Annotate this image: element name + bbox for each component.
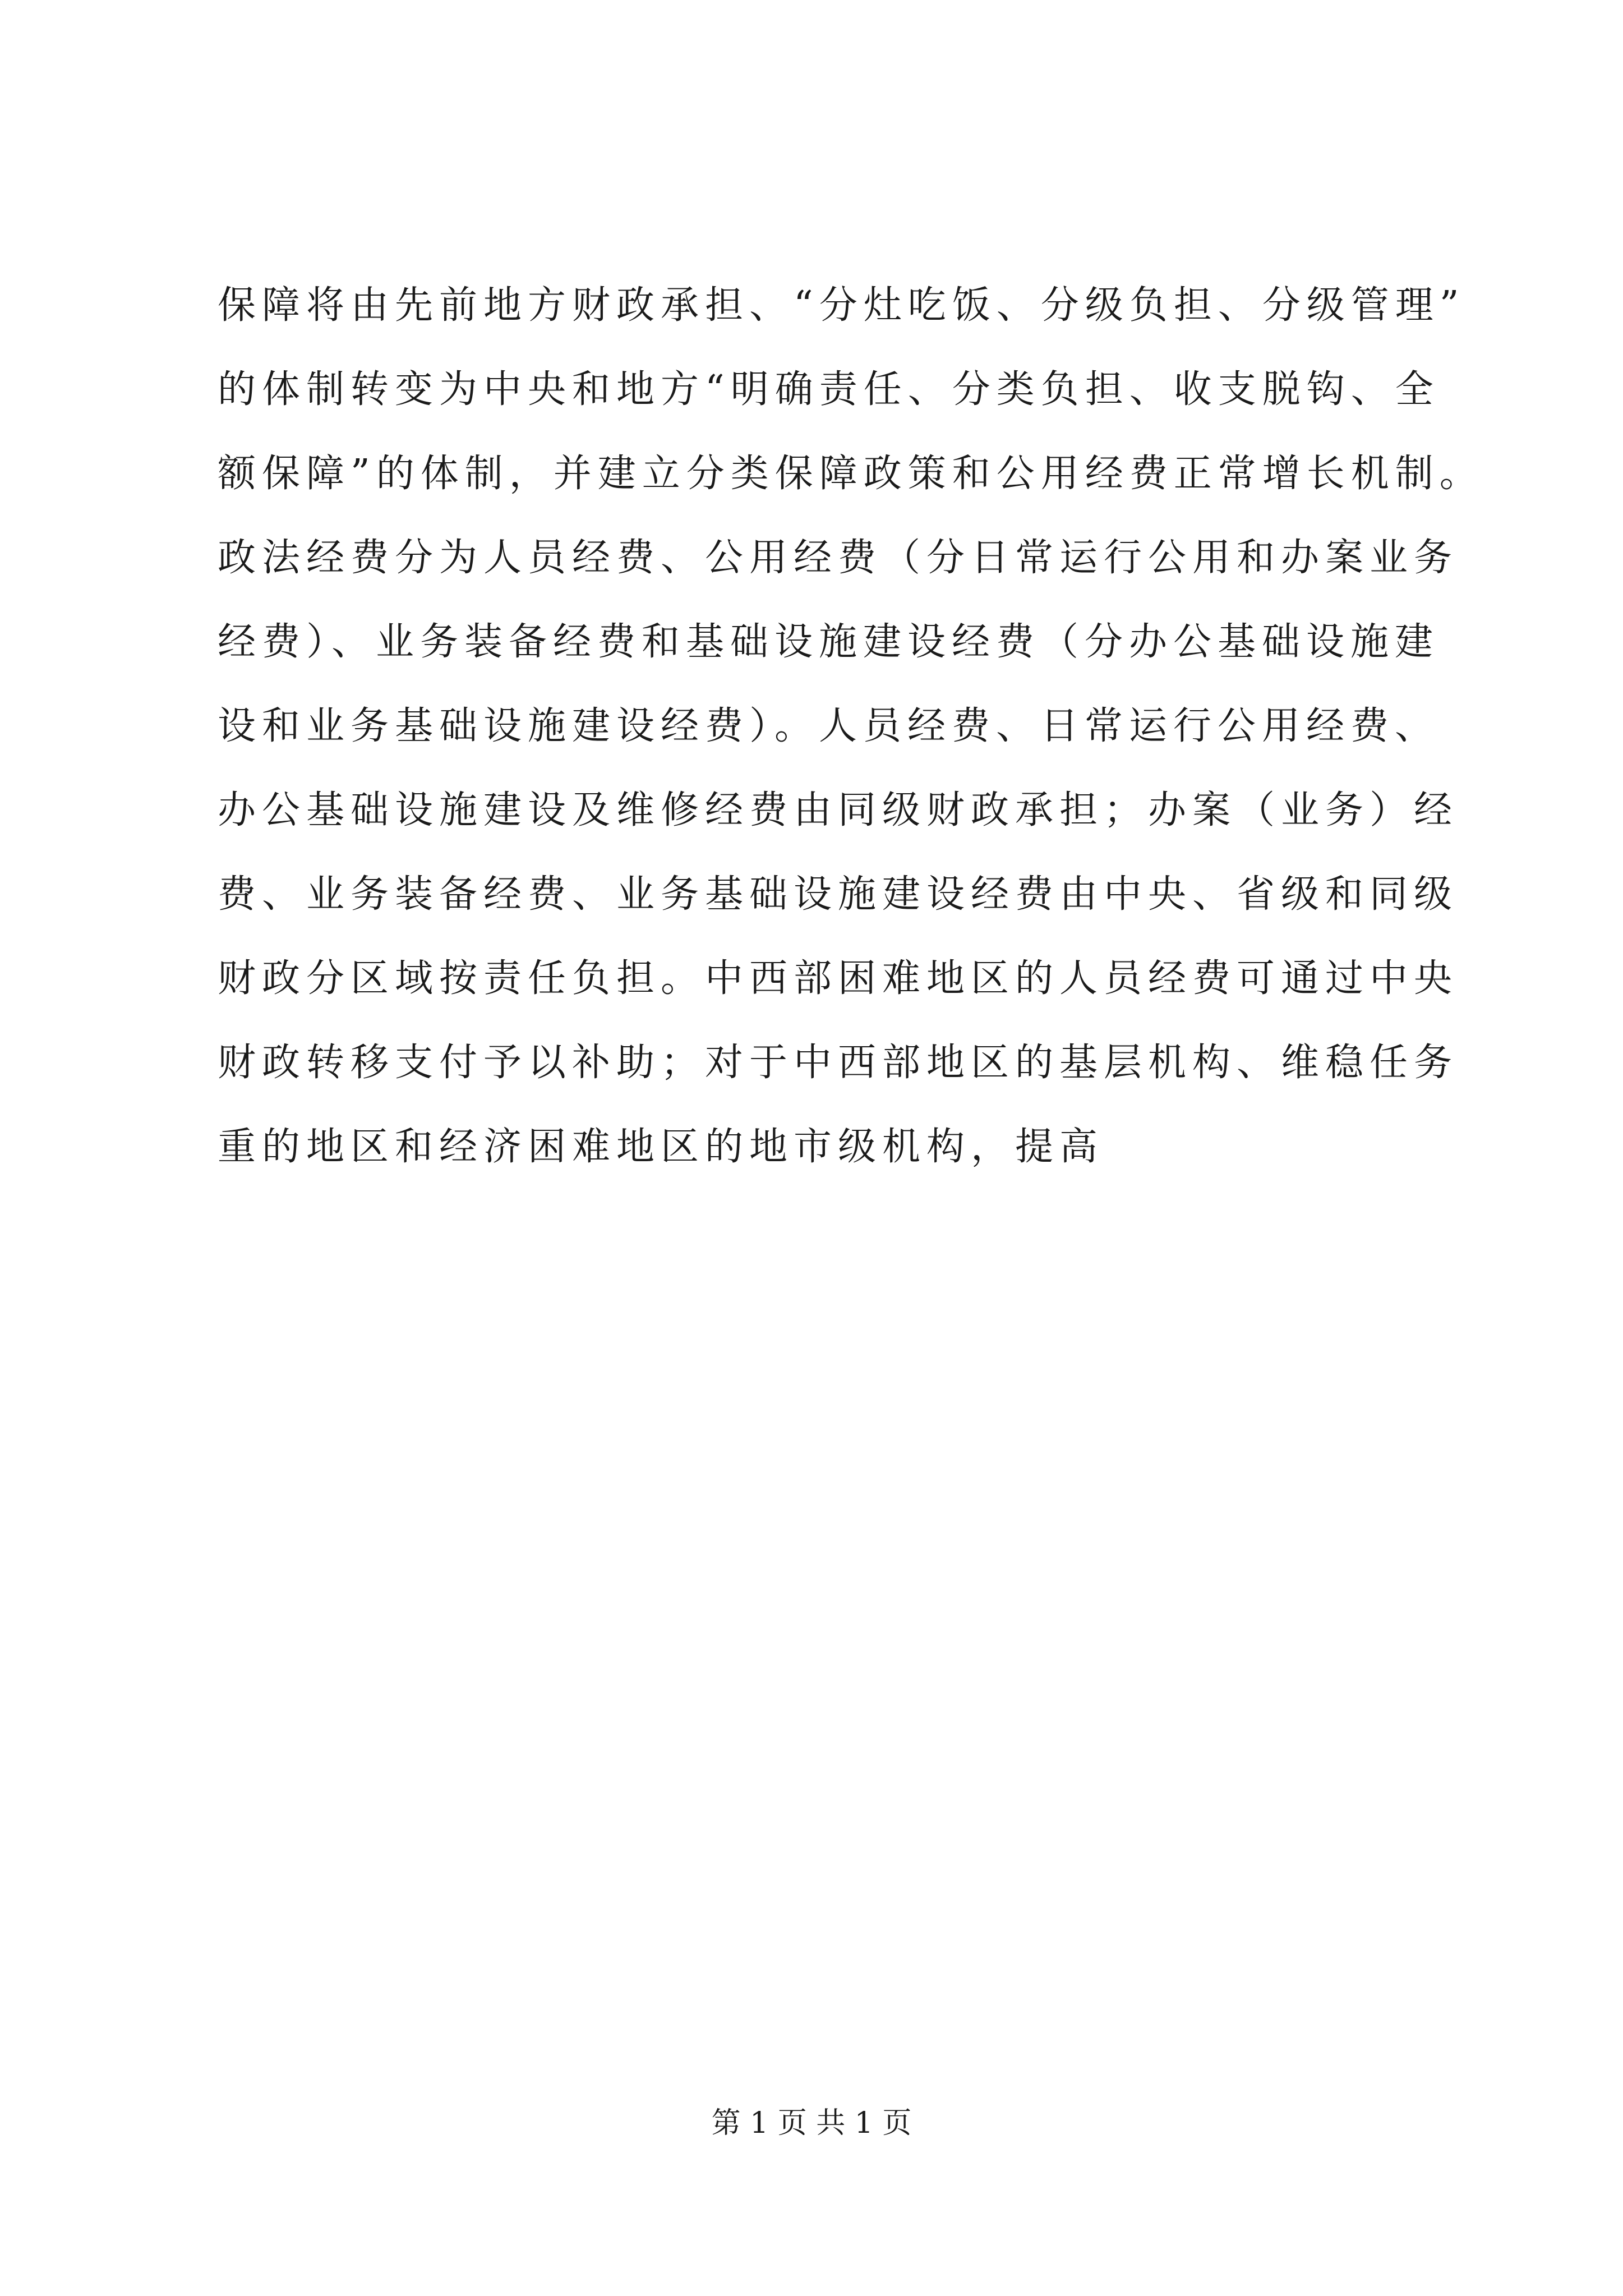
text-line: 经费）、业务装备经费和基础设施建设经费（分办公基础设施建	[218, 620, 1440, 664]
body-paragraph	[218, 264, 1484, 1189]
text-line: 财政转移支付予以补助；对于中西部地区的基层机构、维稳任务	[218, 1041, 1459, 1085]
text-line: 的体制转变为中央和地方“明确责任、分类负担、收支脱钩、全	[218, 367, 1440, 412]
text-line: 政法经费分为人员经费、公用经费（分日常运行公用和办案业务	[218, 536, 1459, 580]
page-number-footer: 第 1 页 共 1 页	[711, 2106, 912, 2140]
text-line: 保障将由先前地方财政承担、“分灶吃饭、分级负担、分级管理”	[218, 283, 1465, 328]
text-line: 财政分区域按责任负担。中西部困难地区的人员经费可通过中央	[218, 956, 1459, 1001]
text-line: 重的地区和经济困难地区的地市级机构，提高	[218, 1125, 1104, 1169]
text-line: 设和业务基础设施建设经费）。人员经费、日常运行公用经费、	[218, 704, 1440, 748]
text-line: 办公基础设施建设及维修经费由同级财政承担；办案（业务）经	[218, 788, 1459, 832]
text-line: 额保障”的体制，并建立分类保障政策和公用经费正常增长机制。	[218, 452, 1484, 496]
text-line: 费、业务装备经费、业务基础设施建设经费由中央、省级和同级	[218, 872, 1459, 917]
